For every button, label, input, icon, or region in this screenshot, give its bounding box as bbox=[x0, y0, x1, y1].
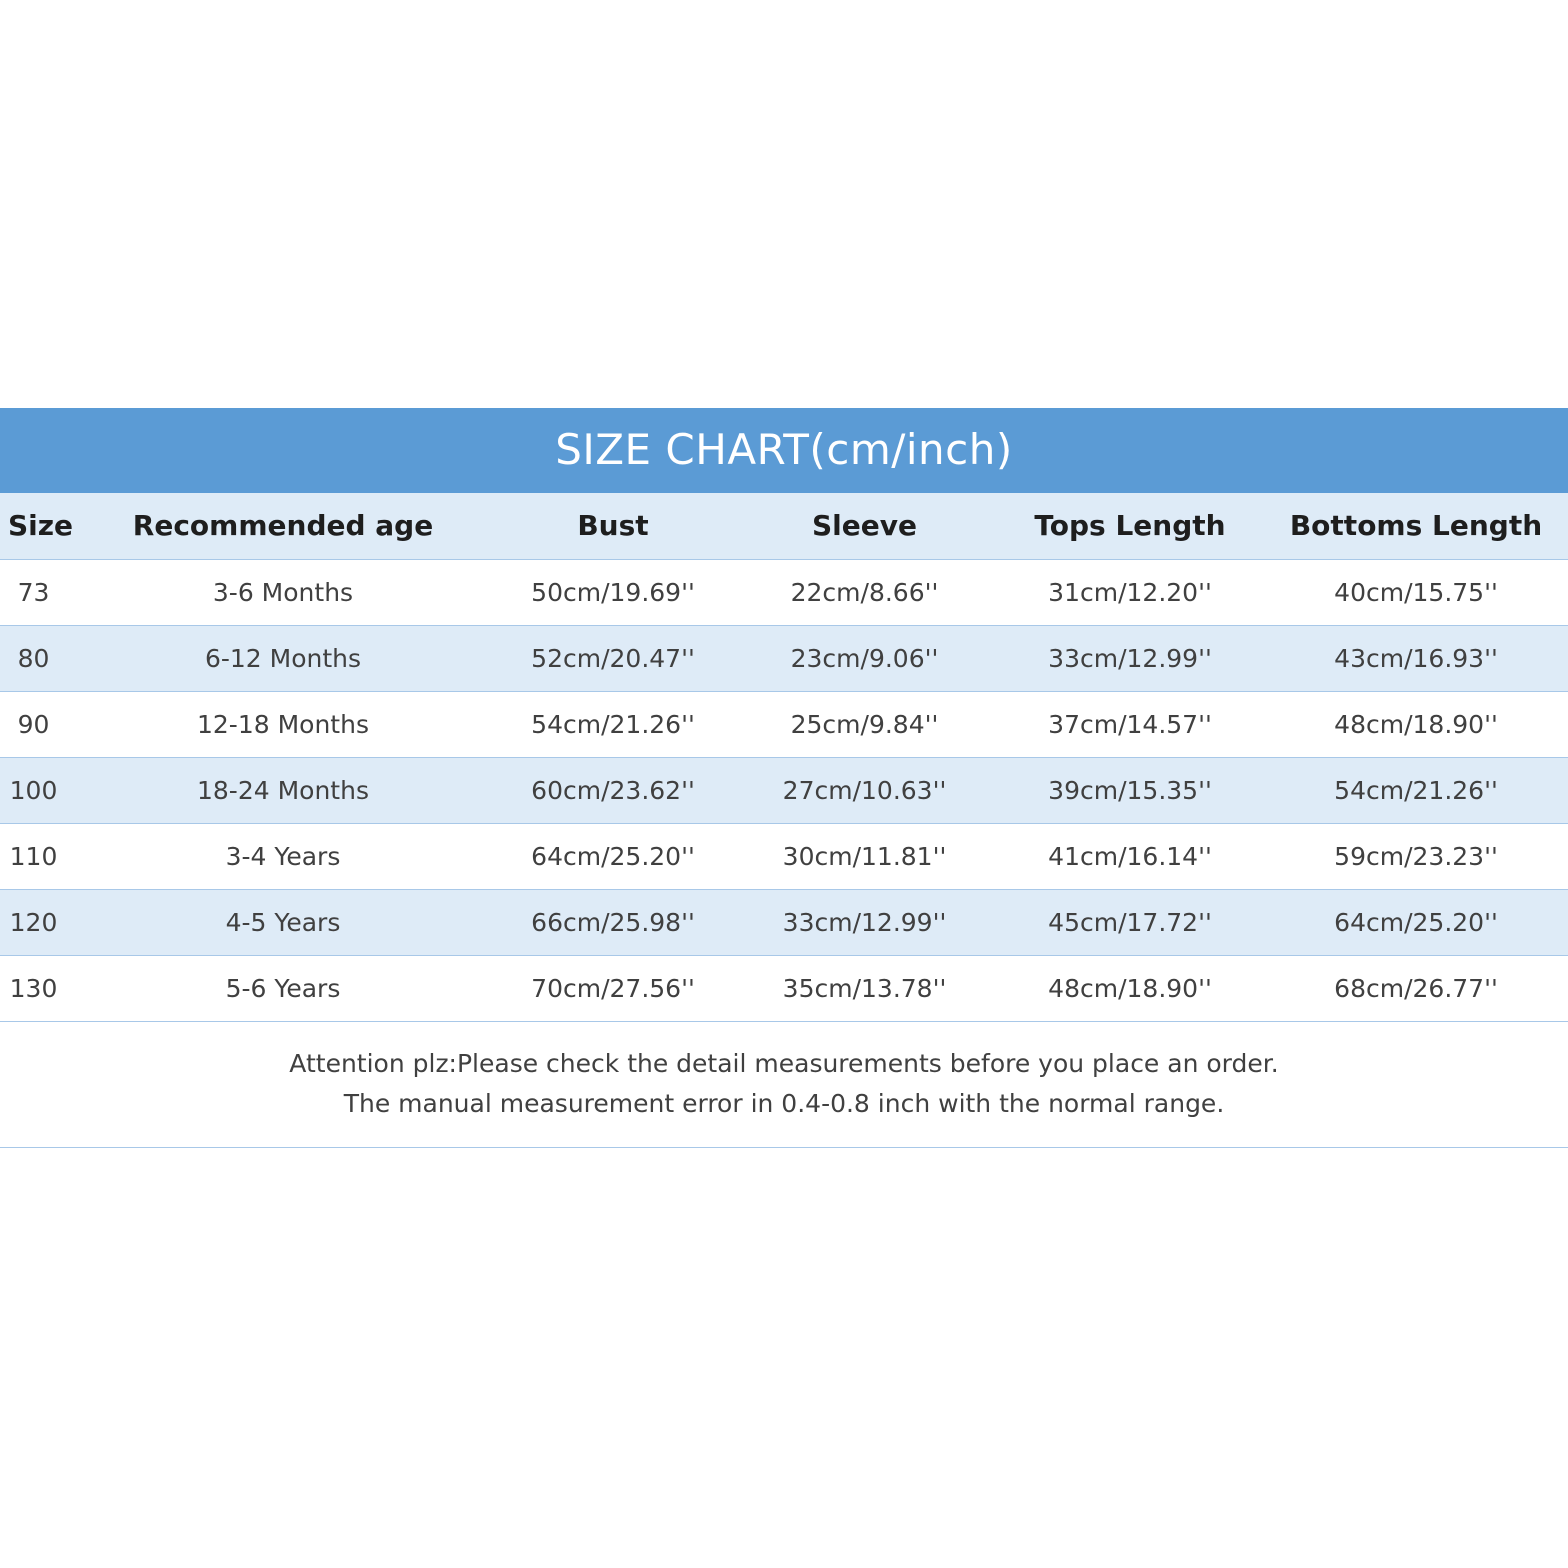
table-row bbox=[0, 889, 1568, 955]
cell-bottoms-length: 40cm/15.75'' bbox=[1264, 559, 1568, 625]
cell-tops-length: 31cm/12.20'' bbox=[996, 559, 1264, 625]
cell-size: 110 bbox=[0, 823, 73, 889]
title-bar bbox=[0, 408, 1568, 493]
cell-bust: 60cm/23.62'' bbox=[493, 757, 733, 823]
cell-age: 3-6 Months bbox=[73, 559, 493, 625]
cell-bottoms-length: 54cm/21.26'' bbox=[1264, 757, 1568, 823]
cell-bottoms-length: 59cm/23.23'' bbox=[1264, 823, 1568, 889]
cell-age: 18-24 Months bbox=[73, 757, 493, 823]
note-line-2: The manual measurement error in 0.4-0.8 inch with the normal range. bbox=[343, 1089, 1225, 1118]
column-header-bust: Bust bbox=[493, 493, 733, 559]
cell-sleeve: 25cm/9.84'' bbox=[733, 691, 996, 757]
cell-bust: 50cm/19.69'' bbox=[493, 559, 733, 625]
chart-title: SIZE CHART(cm/inch) bbox=[555, 425, 1013, 474]
cell-size: 73 bbox=[0, 559, 73, 625]
cell-sleeve: 27cm/10.63'' bbox=[733, 757, 996, 823]
table-row bbox=[0, 955, 1568, 1021]
cell-size: 90 bbox=[0, 691, 73, 757]
cell-sleeve: 35cm/13.78'' bbox=[733, 955, 996, 1021]
cell-bust: 66cm/25.98'' bbox=[493, 889, 733, 955]
cell-bust: 54cm/21.26'' bbox=[493, 691, 733, 757]
table-row bbox=[0, 691, 1568, 757]
cell-bottoms-length: 68cm/26.77'' bbox=[1264, 955, 1568, 1021]
cell-age: 12-18 Months bbox=[73, 691, 493, 757]
cell-age: 3-4 Years bbox=[73, 823, 493, 889]
cell-bust: 52cm/20.47'' bbox=[493, 625, 733, 691]
cell-size: 100 bbox=[0, 757, 73, 823]
cell-bust: 70cm/27.56'' bbox=[493, 955, 733, 1021]
size-chart bbox=[0, 408, 1568, 1148]
cell-size: 130 bbox=[0, 955, 73, 1021]
column-header-size: Size bbox=[0, 493, 73, 559]
cell-age: 4-5 Years bbox=[73, 889, 493, 955]
cell-sleeve: 30cm/11.81'' bbox=[733, 823, 996, 889]
table-row bbox=[0, 559, 1568, 625]
cell-tops-length: 45cm/17.72'' bbox=[996, 889, 1264, 955]
cell-bust: 64cm/25.20'' bbox=[493, 823, 733, 889]
cell-tops-length: 37cm/14.57'' bbox=[996, 691, 1264, 757]
cell-tops-length: 33cm/12.99'' bbox=[996, 625, 1264, 691]
cell-tops-length: 41cm/16.14'' bbox=[996, 823, 1264, 889]
cell-sleeve: 23cm/9.06'' bbox=[733, 625, 996, 691]
cell-tops-length: 39cm/15.35'' bbox=[996, 757, 1264, 823]
note-line-1: Attention plz:Please check the detail measurements before you place an order. bbox=[289, 1049, 1279, 1078]
column-header-age: Recommended age bbox=[73, 493, 493, 559]
cell-bottoms-length: 43cm/16.93'' bbox=[1264, 625, 1568, 691]
size-table bbox=[0, 493, 1568, 1022]
table-row bbox=[0, 823, 1568, 889]
table-row bbox=[0, 757, 1568, 823]
cell-sleeve: 22cm/8.66'' bbox=[733, 559, 996, 625]
cell-tops-length: 48cm/18.90'' bbox=[996, 955, 1264, 1021]
header-row bbox=[0, 493, 1568, 559]
column-header-tops-length: Tops Length bbox=[996, 493, 1264, 559]
table-row bbox=[0, 625, 1568, 691]
attention-note bbox=[0, 1022, 1568, 1148]
cell-age: 5-6 Years bbox=[73, 955, 493, 1021]
cell-age: 6-12 Months bbox=[73, 625, 493, 691]
column-header-bottoms-length: Bottoms Length bbox=[1264, 493, 1568, 559]
cell-bottoms-length: 48cm/18.90'' bbox=[1264, 691, 1568, 757]
cell-bottoms-length: 64cm/25.20'' bbox=[1264, 889, 1568, 955]
cell-sleeve: 33cm/12.99'' bbox=[733, 889, 996, 955]
cell-size: 80 bbox=[0, 625, 73, 691]
column-header-sleeve: Sleeve bbox=[733, 493, 996, 559]
cell-size: 120 bbox=[0, 889, 73, 955]
